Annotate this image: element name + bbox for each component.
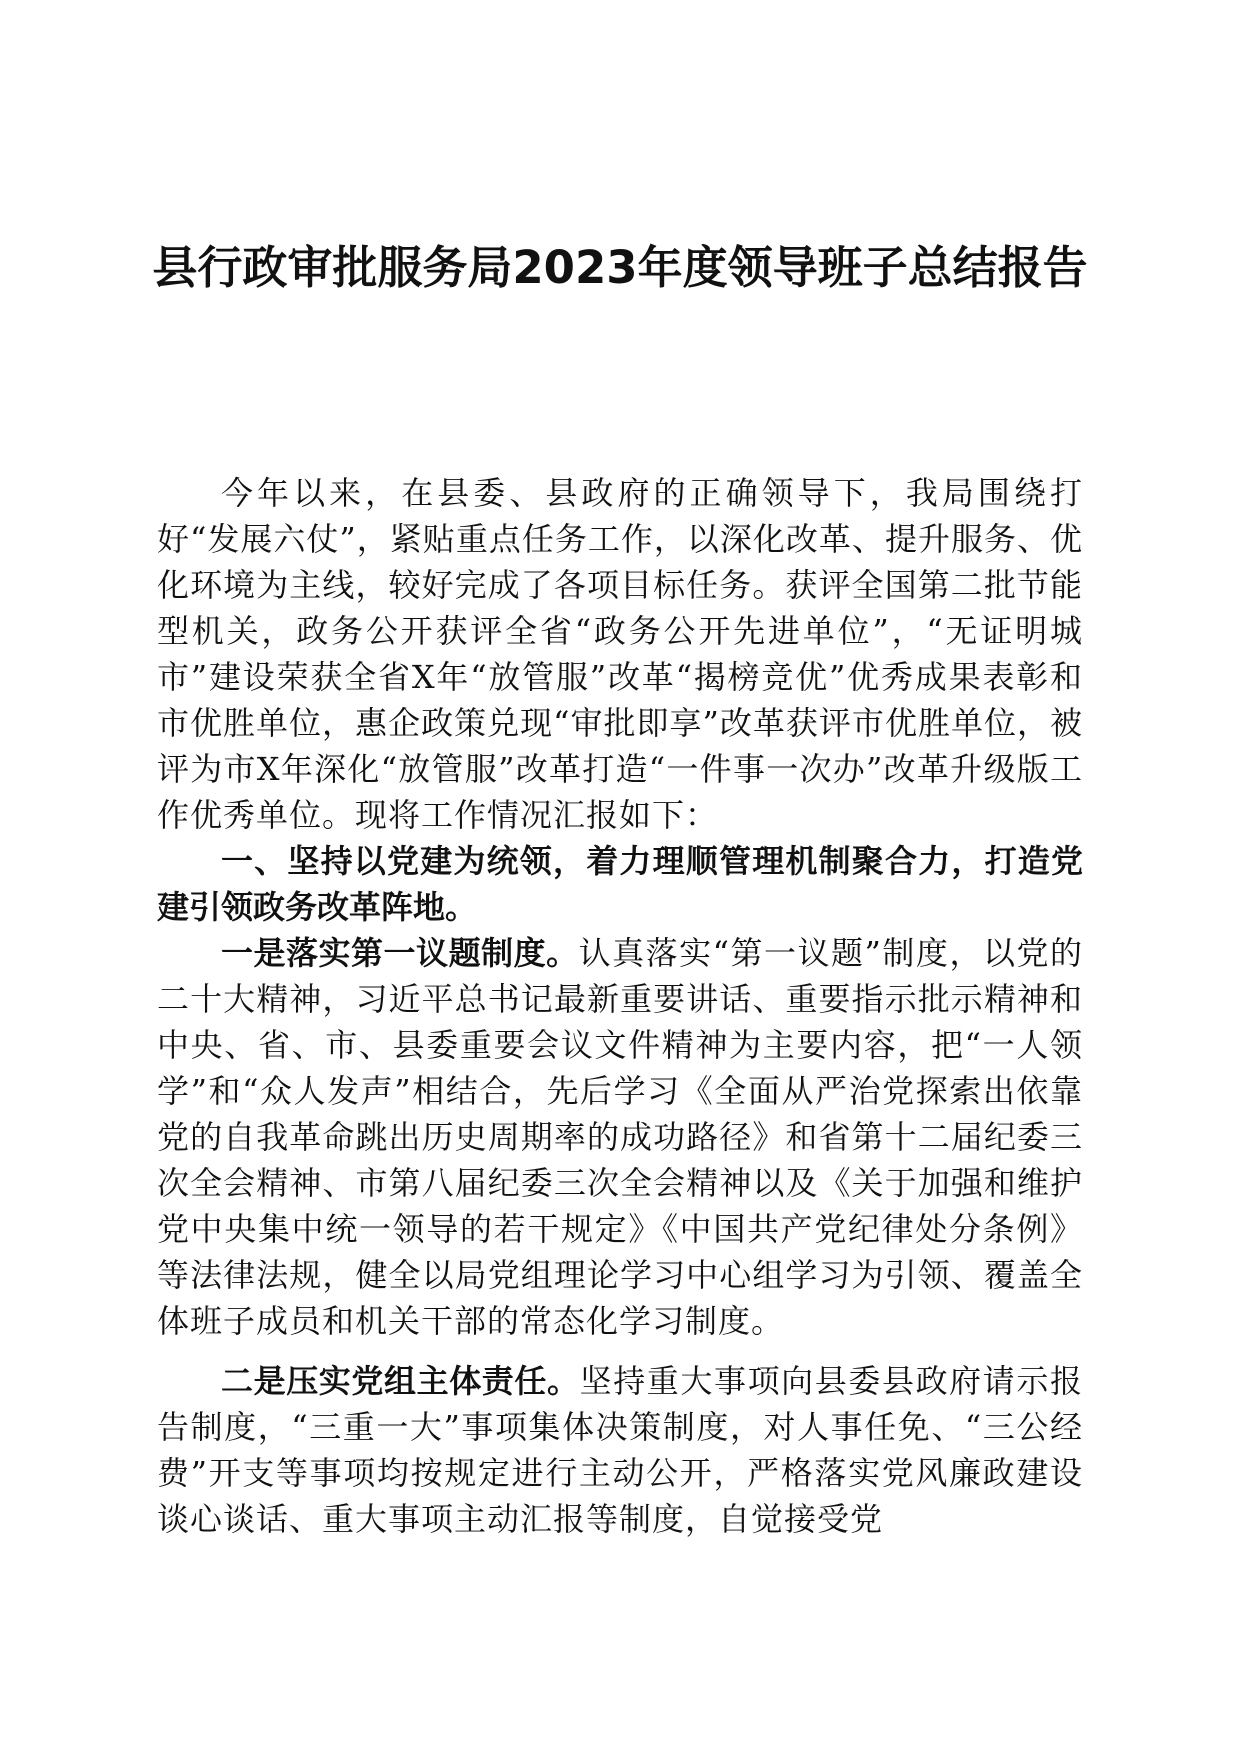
document-body — [157, 470, 1083, 1542]
intro-paragraph: 今年以来，在县委、县政府的正确领导下，我局围绕打好“发展六仗”，紧贴重点任务工作，以深化改革、提升服务、优化环境为主线，较好完成了各项目标任务。获评全国第二批节能型机关，政务公开获评全省“政务公开先进单位”，“无证明城市”建设荣获全省X年“放管服”改革“揭榜竞优”优秀成果表彰和市优胜单位，惠企政策兑现“审批即享”改革获评市优胜单位，被评为市X年深化“放管服”改革打造“一件事一次办”改革升级版工作优秀单位。现将工作情况汇报如下： — [157, 474, 1083, 834]
section-heading-1: 一、坚持以党建为统领，着力理顺管理机制聚合力，打造党建引领政务改革阵地。 — [157, 842, 1083, 926]
item-paragraph-1 — [157, 930, 1083, 1344]
item-text-2: 坚持重大事项向县委县政府请示报告制度，“三重一大”事项集体决策制度，对人事任免、“三公经费”开支等事项均按规定进行主动公开，严格落实党风廉政建设谈心谈话、重大事项主动汇报等制度，自觉接受党 — [157, 1362, 1083, 1538]
item-lead-1: 一是落实第一议题制度。 — [221, 934, 579, 972]
document-title: 县行政审批服务局2023年度领导班子总结报告 — [152, 241, 1088, 294]
item-lead-2: 二是压实党组主体责任。 — [221, 1362, 580, 1400]
item-text-1: 认真落实“第一议题”制度，以党的二十大精神，习近平总书记最新重要讲话、重要指示批示精神和中央、省、市、县委重要会议文件精神为主要内容，把“一人领学”和“众人发声”相结合，先后学习《全面从严治党探索出依靠党的自我革命跳出历史周期率的成功路径》和省第十二届纪委三次全会精神、市第八届纪委三次全会精神以及《关于加强和维护党中央集中统一领导的若干规定》《中国共产党纪律处分条例》等法律法规，健全以局党组理论学习中心组学习为引领、覆盖全体班子成员和机关干部的常态化学习制度。 — [157, 934, 1083, 1340]
item-paragraph-2 — [157, 1358, 1083, 1542]
